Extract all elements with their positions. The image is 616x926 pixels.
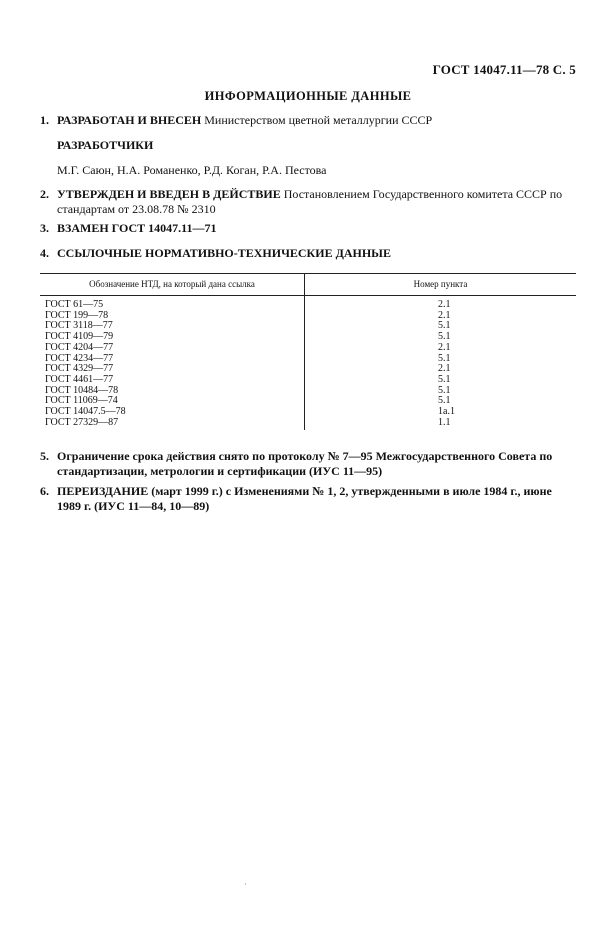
cell-document: ГОСТ 3118—77	[40, 321, 305, 332]
cell-clause: 5.1	[438, 384, 451, 396]
page-title: ИНФОРМАЦИОННЫЕ ДАННЫЕ	[204, 89, 412, 103]
references-table	[40, 273, 576, 430]
cell-clause: 5.1	[438, 320, 451, 332]
item-body	[57, 113, 576, 128]
info-item-5	[40, 449, 576, 479]
item-lead: УТВЕРЖДЕН И ВВЕДЕН В ДЕЙСТВИЕ	[57, 187, 281, 201]
cell-document: ГОСТ 10484—78	[40, 386, 305, 397]
developers-names: М.Г. Саюн, Н.А. Романенко, Р.Д. Коган, Р.А. Пестова	[57, 163, 327, 177]
info-item-4	[40, 246, 576, 261]
item-body	[57, 449, 576, 479]
item-number: 3.	[40, 221, 49, 235]
table-row	[40, 311, 576, 322]
table-header-row	[40, 274, 576, 296]
info-item-3	[40, 221, 576, 236]
cell-clause: 1.1	[438, 416, 451, 428]
developers-label: РАЗРАБОТЧИКИ	[57, 138, 154, 152]
item-lead: ССЫЛОЧНЫЕ НОРМАТИВНО-ТЕХНИЧЕСКИЕ ДАННЫЕ	[57, 246, 391, 260]
table-row	[40, 354, 576, 365]
column-header-document: Обозначение НТД, на который дана ссылка	[40, 274, 305, 296]
table-row	[40, 364, 576, 375]
table-row	[40, 418, 576, 431]
cell-clause: 2.1	[438, 341, 451, 353]
cell-document: ГОСТ 4329—77	[40, 364, 305, 375]
item-body	[57, 187, 576, 217]
cell-document: ГОСТ 4204—77	[40, 343, 305, 354]
cell-clause: 2.1	[438, 299, 451, 310]
table-row	[40, 332, 576, 343]
cell-clause: 5.1	[438, 352, 451, 364]
cell-clause: 2.1	[438, 363, 451, 375]
item-number: 5.	[40, 449, 49, 463]
item-text: Министерством цветной металлургии СССР	[201, 113, 433, 127]
cell-document: ГОСТ 11069—74	[40, 396, 305, 407]
cell-clause: 5.1	[438, 395, 451, 407]
cell-document: ГОСТ 14047.5—78	[40, 407, 305, 418]
item-body	[57, 221, 576, 236]
item-text: Ограничение срока действия снято по протоколу № 7—95 Межгосударственного Совета по стандартизации, метрологии и сертификации (ИУС 11—95)	[57, 449, 553, 478]
page-mark: ·	[244, 880, 247, 889]
cell-clause: 5.1	[438, 373, 451, 385]
cell-document: ГОСТ 61—75	[40, 296, 305, 311]
item-lead: ВЗАМЕН ГОСТ 14047.11—71	[57, 221, 217, 235]
table-row	[40, 375, 576, 386]
table-row	[40, 296, 576, 311]
item-number: 6.	[40, 484, 49, 498]
table-row	[40, 321, 576, 332]
item-text: Постановлением Государственного комитета СССР по стандартам от 23.08.78 № 2310	[57, 187, 563, 216]
cell-clause: 2.1	[438, 309, 451, 321]
table-row	[40, 343, 576, 354]
cell-document: ГОСТ 4109—79	[40, 332, 305, 343]
info-item-1	[40, 113, 576, 128]
page-header-doc-ref: ГОСТ 14047.11—78 С. 5	[432, 62, 576, 77]
column-header-clause: Номер пункта	[305, 274, 577, 296]
cell-document: ГОСТ 4234—77	[40, 354, 305, 365]
item-body	[57, 246, 576, 261]
cell-document: ГОСТ 4461—77	[40, 375, 305, 386]
cell-document: ГОСТ 199—78	[40, 311, 305, 322]
info-item-2	[40, 187, 576, 217]
item-lead: РАЗРАБОТАН И ВНЕСЕН	[57, 113, 202, 127]
info-item-6	[40, 484, 576, 514]
cell-clause: 5.1	[438, 331, 451, 343]
item-number: 4.	[40, 246, 49, 260]
table-body	[40, 296, 576, 431]
cell-document: ГОСТ 27329—87	[40, 418, 305, 431]
cell-clause: 1а.1	[438, 406, 455, 418]
item-lead: ПЕРЕИЗДАНИЕ	[57, 484, 149, 498]
item-number: 2.	[40, 187, 49, 201]
item-text: (март 1999 г.) с Изменениями № 1, 2, утвержденными в июле 1984 г., июне 1989 г. (ИУС 11—84, 10—89)	[57, 484, 552, 513]
item-number: 1.	[40, 113, 49, 127]
table-row	[40, 407, 576, 418]
table-row	[40, 386, 576, 397]
item-body	[57, 484, 576, 514]
